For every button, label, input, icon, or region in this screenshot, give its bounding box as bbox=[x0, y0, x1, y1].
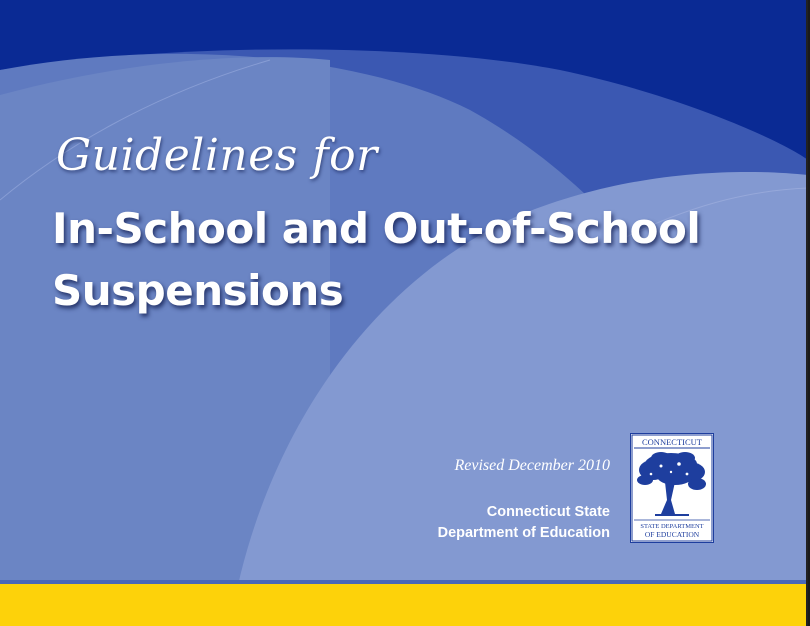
logo-top-text: CONNECTICUT bbox=[642, 437, 702, 447]
logo-bottom-text-2: OF EDUCATION bbox=[644, 530, 700, 539]
document-title bbox=[52, 198, 700, 322]
revision-date: Revised December 2010 bbox=[454, 457, 610, 474]
state-department-logo bbox=[630, 433, 714, 543]
charter-oak-tree-icon bbox=[631, 434, 713, 542]
page-edge bbox=[806, 0, 808, 626]
title-line-suspensions: Suspensions bbox=[52, 266, 344, 315]
agency-name bbox=[438, 502, 610, 544]
agency-line-1: Connecticut State bbox=[486, 504, 610, 520]
title-guidelines-for: Guidelines for bbox=[56, 130, 378, 181]
title-line-in-school: In-School and Out-of-School bbox=[52, 204, 701, 253]
logo-bottom-text-1: STATE DEPARTMENT bbox=[640, 523, 704, 530]
gold-footer-band bbox=[0, 584, 808, 626]
agency-line-2: Department of Education bbox=[437, 525, 610, 541]
